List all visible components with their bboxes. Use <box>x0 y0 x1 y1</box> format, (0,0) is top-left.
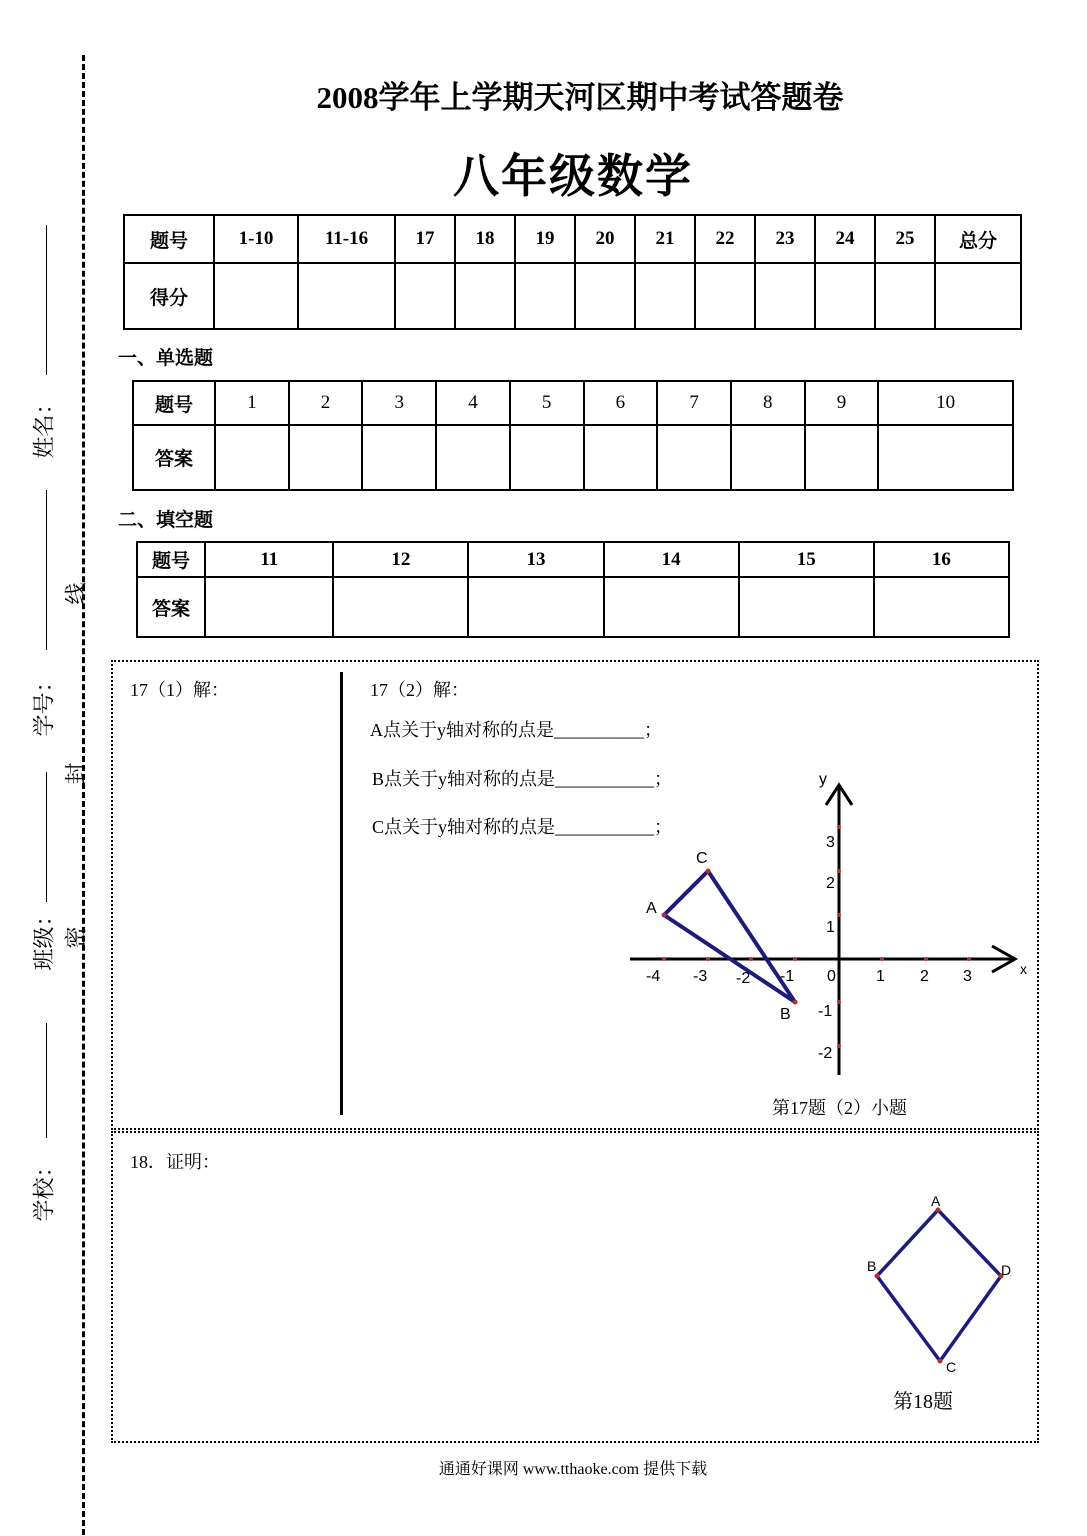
sc-col: 1 <box>215 381 289 425</box>
score-col: 23 <box>755 215 815 263</box>
q18-quadrilateral-figure <box>862 1192 1022 1382</box>
sc-answer-cell[interactable] <box>510 425 584 490</box>
fb-col: 15 <box>739 542 874 577</box>
name-underline-bottom <box>46 490 47 650</box>
x-tick-label: -3 <box>693 968 708 985</box>
sc-answer-cell[interactable] <box>731 425 805 490</box>
x-ticks <box>646 957 972 987</box>
score-col: 21 <box>635 215 695 263</box>
score-cell[interactable] <box>575 263 635 329</box>
sc-col: 2 <box>289 381 363 425</box>
point-a-label: A <box>931 1193 941 1209</box>
y-tick-label: -1 <box>818 1003 833 1020</box>
q17-coordinate-graph <box>620 770 1040 1090</box>
score-cell[interactable] <box>515 263 575 329</box>
id-underline <box>46 772 47 902</box>
fb-answer-cell[interactable] <box>205 577 333 637</box>
seal-seal-char: 封 <box>63 762 89 785</box>
class-label: 班级： <box>31 904 57 971</box>
sc-col: 3 <box>362 381 436 425</box>
point-c-label: C <box>696 850 708 867</box>
x-tick-label: 0 <box>827 968 836 985</box>
sc-col: 6 <box>584 381 658 425</box>
exam-title: 2008学年上学期天河区期中考试答题卷 <box>316 80 844 115</box>
q17-line-c[interactable]: C点关于y轴对称的点是___________； <box>372 817 673 837</box>
score-cell[interactable] <box>935 263 1021 329</box>
q17-line-a[interactable]: A点关于y轴对称的点是__________； <box>370 720 662 740</box>
y-tick-label: 1 <box>826 919 835 936</box>
sc-header-label: 题号 <box>133 381 215 425</box>
score-col: 20 <box>575 215 635 263</box>
q17-divider <box>340 672 343 1115</box>
score-col: 19 <box>515 215 575 263</box>
x-tick-label: 1 <box>876 968 885 985</box>
sc-row-label: 答案 <box>133 425 215 490</box>
sc-answer-cell[interactable] <box>289 425 363 490</box>
score-col: 1-10 <box>214 215 298 263</box>
score-cell[interactable] <box>214 263 298 329</box>
school-label: 学校： <box>31 1155 57 1222</box>
sc-answer-cell[interactable] <box>805 425 879 490</box>
sc-answer-cell[interactable] <box>362 425 436 490</box>
sc-col: 10 <box>878 381 1013 425</box>
seal-line-char: 线 <box>63 582 89 605</box>
class-underline <box>46 1023 47 1138</box>
q17-part1-label: 17（1）解： <box>130 680 229 700</box>
score-cell[interactable] <box>695 263 755 329</box>
score-cell[interactable] <box>875 263 935 329</box>
fb-col: 16 <box>874 542 1009 577</box>
fb-col: 12 <box>333 542 468 577</box>
sc-answer-cell[interactable] <box>215 425 289 490</box>
q18-label: 18．证明： <box>130 1152 220 1172</box>
fb-answer-cell[interactable] <box>333 577 468 637</box>
point-d-label: D <box>1001 1262 1012 1278</box>
single-choice-table <box>132 380 1014 491</box>
x-tick-label: 3 <box>963 968 972 985</box>
x-tick-label: 2 <box>920 968 929 985</box>
x-tick-label: -2 <box>736 970 751 987</box>
score-col: 22 <box>695 215 755 263</box>
seal-secret-char: 密 <box>63 926 89 949</box>
point-b-label: B <box>780 1006 791 1023</box>
score-col: 24 <box>815 215 875 263</box>
fb-col: 11 <box>205 542 333 577</box>
fb-answer-cell[interactable] <box>874 577 1009 637</box>
sc-answer-cell[interactable] <box>657 425 731 490</box>
score-col: 11-16 <box>298 215 395 263</box>
score-col-total: 总分 <box>935 215 1021 263</box>
score-col: 17 <box>395 215 455 263</box>
y-tick-label: 3 <box>826 834 835 851</box>
subject-title: 八年级数学 <box>453 149 693 203</box>
student-id-label: 学号： <box>31 670 57 737</box>
score-header-label: 题号 <box>124 215 214 263</box>
score-cell[interactable] <box>395 263 455 329</box>
sc-col: 5 <box>510 381 584 425</box>
fb-answer-cell[interactable] <box>604 577 739 637</box>
score-row-label: 得分 <box>124 263 214 329</box>
point-a-label: A <box>646 900 657 917</box>
score-cell[interactable] <box>635 263 695 329</box>
q17-caption: 第17题（2）小题 <box>772 1098 907 1118</box>
score-cell[interactable] <box>755 263 815 329</box>
y-axis-label: y <box>819 771 827 788</box>
point-c-marker <box>938 1359 943 1364</box>
point-c-marker <box>706 869 711 874</box>
name-label: 姓名： <box>31 392 57 459</box>
sc-col: 7 <box>657 381 731 425</box>
score-cell[interactable] <box>455 263 515 329</box>
point-b-marker <box>793 1000 798 1005</box>
footer-text: 通通好课网 www.tthaoke.com 提供下载 <box>438 1461 708 1478</box>
sc-answer-cell[interactable] <box>878 425 1013 490</box>
x-axis-label: x <box>1020 961 1027 977</box>
y-tick-label: -2 <box>818 1045 833 1062</box>
x-tick-label: -4 <box>646 968 661 985</box>
fb-header-label: 题号 <box>137 542 205 577</box>
score-col: 25 <box>875 215 935 263</box>
binding-dashed-line <box>82 55 85 1535</box>
point-a-marker <box>662 913 667 918</box>
sc-answer-cell[interactable] <box>584 425 658 490</box>
section2-title: 二、填空题 <box>118 509 214 531</box>
quadrilateral-abcd <box>877 1210 1001 1361</box>
score-table <box>123 214 1022 330</box>
q17-line-b[interactable]: B点关于y轴对称的点是___________； <box>372 769 673 789</box>
sc-col: 4 <box>436 381 510 425</box>
score-cell[interactable] <box>815 263 875 329</box>
fb-answer-cell[interactable] <box>739 577 874 637</box>
section1-title: 一、单选题 <box>118 347 214 369</box>
name-underline-top <box>46 225 47 375</box>
sc-col: 9 <box>805 381 879 425</box>
q18-caption: 第18题 <box>893 1391 953 1413</box>
sc-col: 8 <box>731 381 805 425</box>
point-b-marker <box>875 1274 880 1279</box>
point-b-label: B <box>867 1258 877 1274</box>
sc-answer-cell[interactable] <box>436 425 510 490</box>
score-col: 18 <box>455 215 515 263</box>
fb-col: 13 <box>468 542 603 577</box>
point-c-label: C <box>946 1359 957 1375</box>
triangle-abc <box>664 871 795 1002</box>
x-tick-label: -1 <box>780 968 795 985</box>
fb-row-label: 答案 <box>137 577 205 637</box>
fill-blank-table <box>136 541 1010 638</box>
score-cell[interactable] <box>298 263 395 329</box>
y-tick-label: 2 <box>826 875 835 892</box>
fb-answer-cell[interactable] <box>468 577 603 637</box>
q17-part2-label: 17（2）解： <box>370 680 469 700</box>
fb-col: 14 <box>604 542 739 577</box>
